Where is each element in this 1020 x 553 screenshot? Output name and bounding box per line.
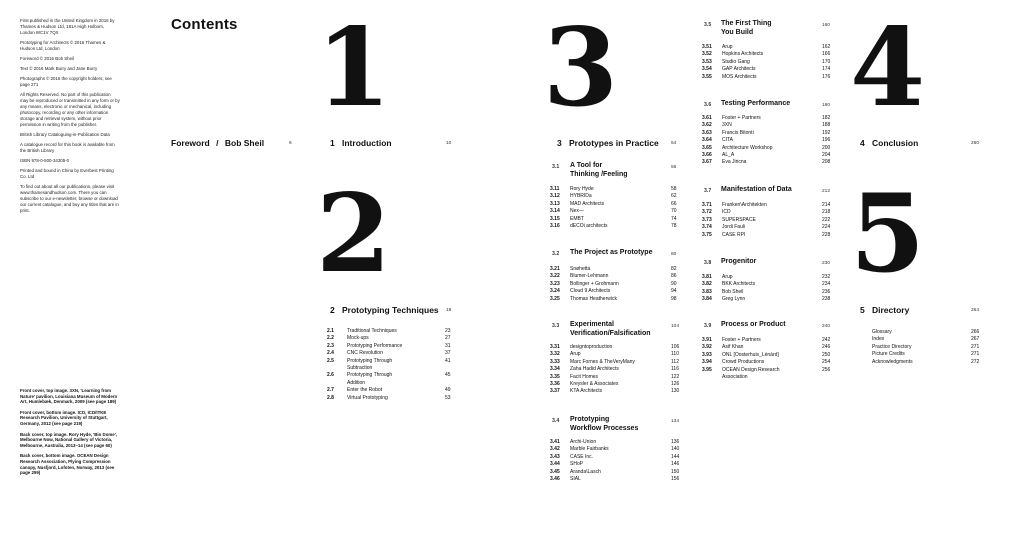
directory-list — [872, 329, 990, 366]
chapter-2-entry[interactable] — [330, 305, 439, 315]
imprint-column — [20, 18, 120, 218]
section-3-3-number: 3.3 — [552, 323, 560, 329]
section-3-4-list — [550, 439, 678, 483]
chapter-2-title: Prototyping Techniques — [342, 305, 439, 315]
chapter-3-number: 3 — [557, 138, 562, 148]
chapter-1-title: Introduction — [342, 138, 392, 148]
list-item[interactable]: 3.65 Architecture Workshop 200 — [702, 144, 831, 151]
list-item[interactable]: 3.93 ONL [Oosterhuis_Lénárd] 250 — [702, 351, 831, 358]
imprint-rights: All Rights Reserved. No part of this publication may be reproduced or transmitted in any form or by any means, electronic or mechanical, including photocopy, recording or any other information storage and retrieval system, without prior permission in writing from the publisher. — [20, 92, 120, 127]
numeral-4: 4 — [850, 5, 926, 131]
chapter-1-number: 1 — [330, 138, 335, 148]
foreword-author: Bob Sheil — [224, 138, 265, 148]
section-3-1-page: 56 — [671, 165, 677, 170]
list-item[interactable]: 3.34 Zaha Hadid Architects 116 — [550, 366, 679, 373]
list-item[interactable]: 3.61 Foster + Partners 182 — [702, 115, 831, 121]
section-3-8-number: 3.8 — [704, 260, 712, 266]
foreword-page: 6 — [289, 141, 292, 146]
list-item: Association — [722, 374, 748, 381]
list-item[interactable]: 3.82 BKK Architects 234 — [702, 281, 831, 288]
list-item[interactable]: 3.42 Marble Fairbanks 140 — [550, 446, 680, 453]
chapter-3-title: Prototypes in Practice — [569, 138, 659, 148]
list-item[interactable]: 3.32 Arup 110 — [550, 351, 679, 358]
numeral-3: 3 — [543, 5, 619, 131]
chapter-2-list — [327, 328, 452, 402]
list-item[interactable]: 3.53 Studio Gang 170 — [702, 58, 831, 65]
list-item[interactable]: 3.16 dECOi architects 78 — [550, 223, 677, 230]
list-item[interactable]: 2.1 Traditional Techniques 23 — [327, 328, 451, 334]
section-3-6-title[interactable]: Testing Performance — [721, 100, 791, 107]
list-item[interactable]: 3.21 Snøhetta 82 — [550, 266, 677, 272]
list-item[interactable]: 3.25 Thomas Heatherwick 98 — [550, 295, 677, 302]
list-item[interactable]: 3.15 EMBT 74 — [550, 215, 677, 222]
list-item[interactable]: 3.22 Blumer-Lehmann 86 — [550, 273, 677, 280]
list-item[interactable]: 3.64 CITA 196 — [702, 137, 831, 144]
caption-back-top: Back cover, top image. Rory Hyde, 'Bin Dome', Melbourne Now, National Gallery of Victoria, Melbourne, Australia, 2013–14 (see page 60) — [20, 431, 118, 448]
list-item[interactable]: 3.72 ICD 218 — [702, 209, 831, 216]
caption-back-bottom: Back cover, bottom image. OCEAN Design Research Association, Plying Compression canopy, Nusfjord, Lofoten, Norway, 2013 (see page 259) — [20, 453, 115, 476]
list-item[interactable]: 3.84 Greg Lynn 238 — [702, 296, 831, 303]
list-item[interactable]: Index 267 — [872, 336, 980, 343]
list-item[interactable]: 2.4 CNC Revolution 37 — [327, 350, 451, 357]
list-item[interactable]: 3.23 Bollinger + Grohmann 90 — [550, 280, 677, 287]
list-item[interactable]: 3.74 Jordi Fauli 224 — [702, 224, 831, 231]
list-item[interactable]: 3.67 Eva Jiricna 208 — [702, 159, 831, 166]
list-item[interactable]: 2.8 Virtual Prototyping 53 — [327, 394, 451, 401]
list-item[interactable]: 3.92 Asif Khan 246 — [702, 344, 831, 351]
section-3-2-page: 80 — [671, 252, 677, 257]
list-item[interactable]: 3.91 Foster + Partners 242 — [702, 337, 831, 343]
section-3-7-number: 3.7 — [704, 188, 712, 194]
chapter-2-number: 2 — [330, 305, 335, 315]
chapter-3-page: 54 — [671, 141, 677, 146]
list-item[interactable]: 3.44 SHoP 146 — [550, 461, 680, 468]
imprint-copyright-photos: Photographs © 2016 the copyright holders; see page 271 — [20, 76, 112, 87]
caption-front-bottom: Front cover, bottom image. ICD, ICD/ITKE Research Pavilion, University of Stuttgart, Germany, 2012 (see page 219) — [20, 409, 108, 426]
list-item: Addition — [347, 379, 366, 386]
chapter-5-number: 5 — [860, 305, 865, 315]
section-3-4-page: 134 — [671, 419, 680, 424]
imprint-copyright-book: Prototyping for Architects © 2016 Thames & Hudson Ltd, London — [20, 40, 106, 51]
list-item[interactable]: 3.24 Cloud 9 Architects 94 — [550, 288, 677, 295]
list-item[interactable]: 3.46 SIAL 156 — [550, 476, 680, 483]
section-3-5-number: 3.5 — [704, 22, 712, 28]
list-item[interactable]: 3.95 OCEAN Design Research 256 — [702, 366, 831, 373]
section-3-9-title[interactable]: Process or Product — [721, 321, 786, 328]
list-item[interactable]: 3.55 MOS Architects 176 — [702, 73, 831, 80]
list-item[interactable]: 2.2 Mock-ups 27 — [327, 335, 451, 342]
list-item[interactable]: 3.94 Crowd Productions 254 — [702, 359, 831, 366]
list-item[interactable]: Picture Credits 271 — [872, 351, 980, 358]
chapter-2-page: 18 — [446, 308, 452, 313]
section-3-3-title[interactable]: Experimental Verification/Falsification — [570, 321, 651, 337]
section-3-3-list — [550, 344, 678, 396]
list-item[interactable]: 2.3 Prototyping Performance 31 — [327, 342, 451, 349]
section-3-6-list — [702, 115, 830, 167]
list-item[interactable]: 3.71 Franken\Architekten 214 — [702, 202, 831, 208]
imprint-publisher: First published in the United Kingdom in 2016 by Thames & Hudson Ltd, 181A High Holborn, London WC1V 7QX — [20, 18, 115, 35]
section-3-1-list — [550, 186, 678, 230]
section-3-2-number: 3.2 — [552, 251, 560, 257]
chapter-4-entry[interactable] — [860, 138, 918, 148]
section-3-7-list — [702, 202, 830, 239]
section-3-5-page: 160 — [822, 23, 831, 28]
section-3-1-title[interactable]: A Tool for Thinking /Feeling — [570, 162, 628, 178]
section-3-2-title[interactable]: The Project as Prototype — [570, 249, 653, 256]
section-3-8-title[interactable]: Progenitor — [721, 258, 757, 265]
cover-captions — [20, 388, 120, 481]
chapter-1-entry[interactable] — [330, 138, 392, 148]
section-3-2-list — [550, 266, 678, 303]
list-item[interactable]: 3.62 3XN 188 — [702, 122, 831, 129]
section-3-9-number: 3.9 — [704, 323, 712, 329]
numeral-1: 1 — [316, 5, 392, 131]
section-3-8-list — [702, 274, 830, 304]
list-item[interactable]: 3.81 Arup 232 — [702, 274, 831, 280]
list-item[interactable]: 3.83 Bob Sheil 236 — [702, 288, 831, 295]
numeral-5: 5 — [850, 171, 926, 297]
list-item[interactable]: 3.51 Arup 162 — [702, 44, 831, 50]
chapter-4-number: 4 — [860, 138, 865, 148]
list-item[interactable]: 3.12 HYBRIDa 62 — [550, 193, 677, 200]
imprint-isbn: ISBN 978-0-500-34305-0 — [20, 158, 70, 163]
foreword-label: Foreword — [171, 138, 210, 148]
list-item[interactable]: 2.7 Enter the Robot 49 — [327, 387, 451, 394]
list-item: Subtraction — [347, 365, 373, 372]
list-item[interactable]: 3.14 Nex— 70 — [550, 208, 677, 215]
list-item[interactable]: 3.75 CASE RPI 228 — [702, 231, 831, 238]
list-item[interactable]: 3.35 Facit Homes 122 — [550, 373, 680, 380]
chapter-5-page: 264 — [971, 308, 980, 313]
section-3-4-number: 3.4 — [552, 418, 560, 424]
imprint-cip: British Library Cataloguing-in-Publication Data — [20, 132, 110, 137]
page-title: Contents — [171, 16, 238, 33]
caption-front-top: Front cover, top image. 3XN, 'Learning from Nature' pavilion, Louisiana Museum of Modern Art, Humlebæk, Denmark, 2009 (see page 189) — [20, 388, 118, 405]
list-item[interactable]: 3.45 Aranda\Lasch 150 — [550, 468, 680, 475]
list-item[interactable]: 3.37 KTA Architects 130 — [550, 388, 680, 395]
list-item[interactable]: 2.6 Prototyping Through 45 — [327, 372, 451, 379]
imprint-printer: Printed and bound in China by Everbest Printing Co. Ltd — [20, 168, 114, 179]
section-3-7-title[interactable]: Manifestation of Data — [721, 186, 792, 193]
chapter-1-page: 10 — [446, 141, 452, 146]
section-3-5-title[interactable]: The First Thing You Build — [721, 20, 772, 36]
foreword-entry[interactable] — [171, 138, 264, 148]
list-item[interactable]: 3.54 GAP Architects 174 — [702, 66, 831, 73]
chapter-5-entry[interactable] — [860, 305, 909, 315]
section-3-6-page: 180 — [822, 103, 831, 108]
section-3-6-number: 3.6 — [704, 102, 712, 108]
list-item[interactable]: Acknowledgments 272 — [872, 358, 980, 365]
section-3-9-list — [702, 337, 830, 381]
list-item[interactable]: 3.36 Kreysler & Associates 126 — [550, 381, 680, 388]
chapter-3-entry[interactable] — [557, 138, 659, 148]
chapter-4-title: Conclusion — [872, 138, 919, 148]
list-item[interactable]: 3.66 AL_A 204 — [702, 152, 831, 159]
imprint-copyright-text: Text © 2016 Mark Burry and Jane Burry — [20, 66, 98, 71]
section-3-3-page: 104 — [671, 324, 680, 329]
list-item[interactable]: 3.41 Archi-Union 136 — [550, 439, 680, 445]
section-3-9-page: 240 — [822, 324, 831, 329]
list-item[interactable]: 3.31 designtoproduction 106 — [550, 344, 680, 350]
list-item[interactable]: Practice Directory 271 — [872, 343, 980, 350]
list-item[interactable]: 3.73 SUPERSPACE 222 — [702, 216, 831, 223]
numeral-2: 2 — [316, 171, 392, 297]
imprint-copyright-foreword: Foreword © 2016 Bob Sheil — [20, 56, 75, 61]
section-3-7-page: 212 — [822, 189, 831, 194]
section-3-8-page: 230 — [822, 261, 831, 266]
chapter-4-page: 260 — [971, 141, 980, 146]
list-item[interactable]: 3.63 Francis Bitonti 192 — [702, 129, 831, 136]
chapter-5-title: Directory — [872, 305, 910, 315]
foreword-slash: / — [216, 138, 219, 148]
list-item[interactable]: 3.33 Marc Fornes & TheVeryMany 112 — [550, 358, 679, 365]
list-item[interactable]: 3.13 MAD Architects 66 — [550, 200, 677, 207]
imprint-catalogue-record: A catalogue record for this book is available from the British Library — [20, 142, 115, 153]
section-3-5-list — [702, 44, 830, 81]
section-3-1-number: 3.1 — [552, 164, 560, 170]
list-item[interactable]: 3.11 Rory Hyde 58 — [550, 186, 677, 192]
section-3-4-title[interactable]: Prototyping Workflow Processes — [570, 416, 639, 432]
imprint-website: To find out about all our publications, please visit www.thamesandhudson.com. There you can subscribe to our e-newsletter, browse or download our current catalogue, and buy any titles that are in print. — [20, 184, 119, 213]
list-item[interactable]: 3.43 CASE Inc. 144 — [550, 453, 680, 460]
list-item[interactable]: 3.52 Hopkins Architects 166 — [702, 51, 831, 58]
list-item[interactable]: 2.5 Prototyping Through 41 — [327, 357, 451, 364]
list-item[interactable]: Glossary 266 — [872, 329, 980, 335]
